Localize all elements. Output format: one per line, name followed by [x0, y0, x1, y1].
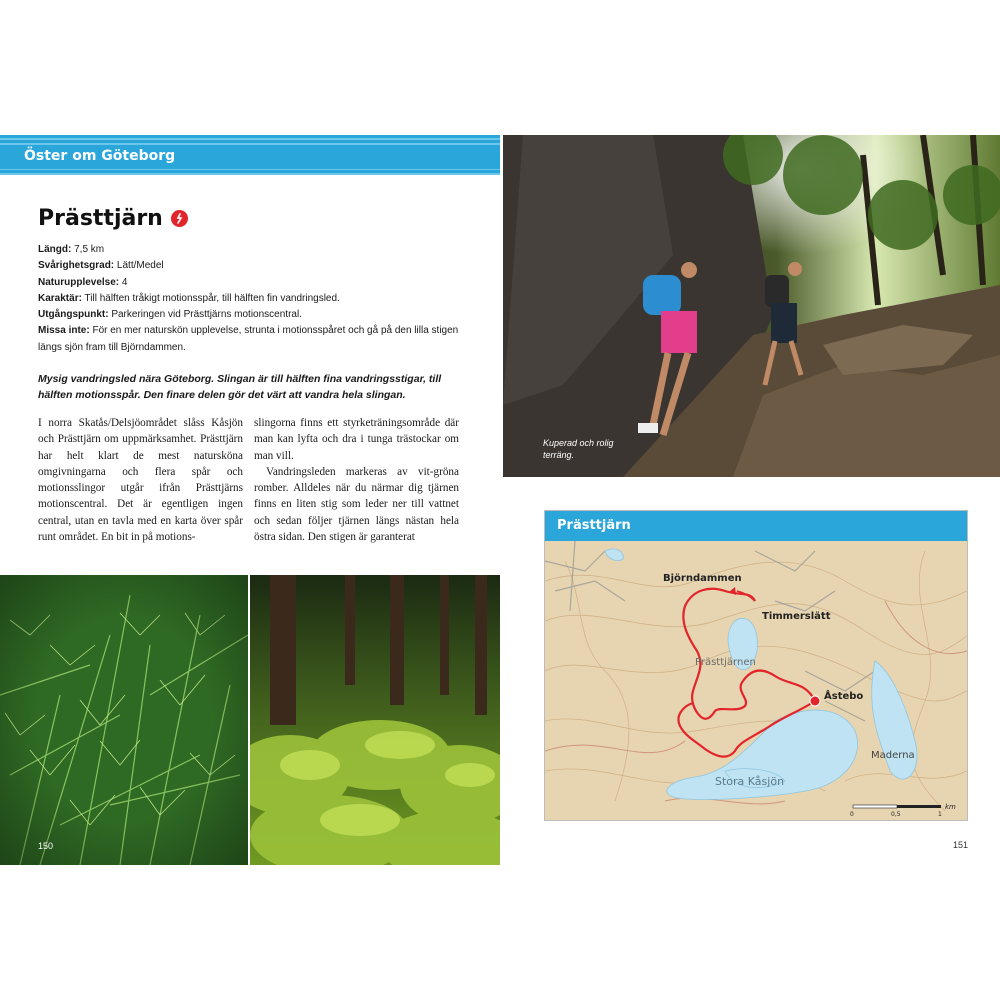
- svg-text:km: km: [945, 803, 956, 811]
- right-page: [503, 135, 1000, 865]
- map-label-bjorndammen: Björndammen: [663, 573, 742, 584]
- fact-length: Längd: 7,5 km: [38, 244, 105, 255]
- body-column-1: I norra Skatås/Delsjöområdet slåss Kåsjön och Prästtjärn om uppmärksamhet. Prästtjärn har helt klart de mest natursköna omgivningarna och flera spår och motionsslingor utgår ifrån Prästtjärns motionscentral. Det är egentligen ingen central, utan en tavla med en karta över spår runt området. En bit in på motions-: [38, 417, 243, 544]
- fact-dont-miss: Missa inte: För en mer naturskön upplevelse, strunta i motionsspåret och gå på den lilla stigen längs sjön fram till Björndammen.: [38, 325, 459, 353]
- trail-title-row: [38, 206, 188, 231]
- body-column-2: [254, 415, 459, 545]
- map-label-maderna: Maderna: [871, 750, 915, 761]
- fact-character: Karaktär: Till hälften tråkigt motionsspår, till hälften fin vandringsled.: [38, 292, 340, 304]
- body-paragraph: Vandringsleden markeras av vit-gröna romber. Alldeles när du närmar dig tjärnen finns en liten stig som leder ner till vattnet och sedan följer tjärnen längs nästan hela östra sidan. Den stigen är garanterat: [254, 465, 459, 544]
- photo-caption: Kuperad och rolig terräng.: [543, 438, 614, 460]
- trail-map: [544, 510, 968, 821]
- red-hiking-badge-icon: [171, 210, 188, 227]
- map-label-stora-kasjon: Stora Kåsjön: [715, 775, 785, 788]
- left-page: [0, 135, 500, 865]
- map-label-astebo: Åstebo: [824, 691, 864, 702]
- page-number-left: 150: [38, 841, 54, 851]
- map-canvas: [545, 541, 967, 820]
- fact-starting-point: Utgångspunkt: Parkeringen vid Prästtjärns motionscentral.: [38, 309, 302, 321]
- intro-paragraph: Mysig vandringsled nära Göteborg. Slingan är till hälften fina vandringsstigar, till hälften motionsspår. Den finare delen gör det värt att vandra hela slingan.: [38, 373, 442, 401]
- hikers-on-rocky-trail-photo: [503, 135, 1000, 477]
- body-paragraph: slingorna finns ett styrketräningsområde där man kan lyfta och dra i tunga trästockar om man vill.: [254, 417, 459, 462]
- fact-nature-experience: Naturupplevelse: 4: [38, 276, 128, 288]
- section-header-band: [0, 135, 500, 175]
- map-header: [545, 511, 967, 541]
- map-title: Prästtjärn: [557, 518, 631, 533]
- start-point-marker: [810, 696, 820, 706]
- map-label-prasttjarnen: Prästtjärnen: [695, 657, 756, 668]
- section-header-title: Öster om Göteborg: [24, 148, 176, 164]
- page-number-right: 151: [953, 840, 969, 850]
- svg-text:0,5: 0,5: [891, 811, 901, 818]
- svg-text:1: 1: [938, 811, 942, 818]
- map-label-timmerslatt: Timmerslätt: [762, 611, 831, 622]
- trail-title: Prästtjärn: [38, 206, 163, 231]
- svg-text:0: 0: [850, 811, 854, 818]
- juniper-plant-photo: [0, 575, 248, 865]
- forest-undergrowth-photo: [250, 575, 500, 865]
- trail-facts: [38, 242, 478, 356]
- fact-difficulty: Svårighetsgrad: Lätt/Medel: [38, 260, 164, 272]
